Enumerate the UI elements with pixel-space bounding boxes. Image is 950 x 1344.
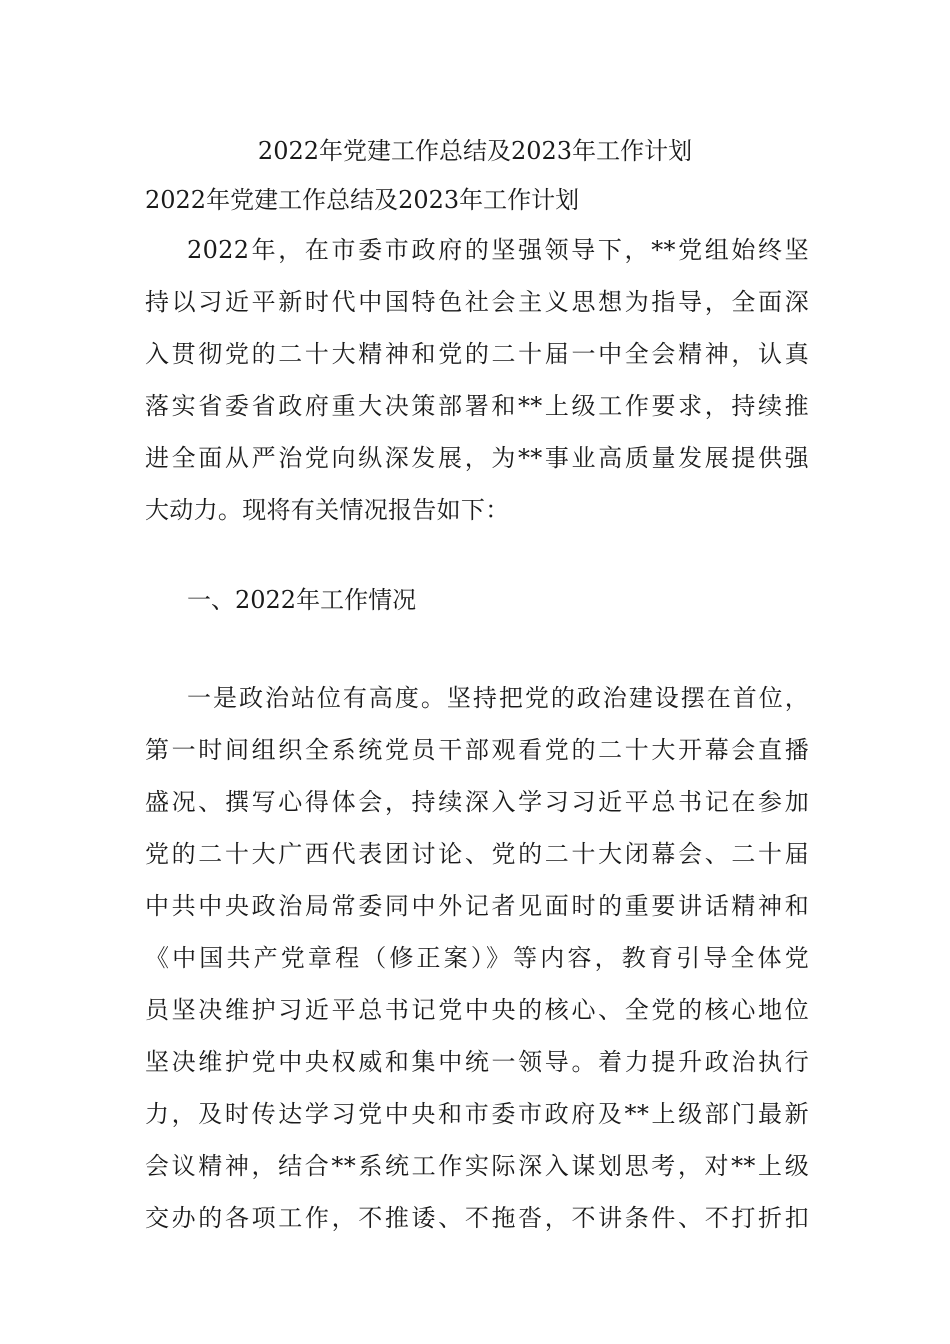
section-heading: 一、2022年工作情况 — [187, 586, 417, 614]
paragraph-line: 一是政治站位有高度。坚持把党的政治建设摆在首位， — [187, 684, 809, 712]
paragraph-line: 力，及时传达学习党中央和市委市政府及**上级部门最新 — [145, 1100, 809, 1128]
paragraph-line: 持以习近平新时代中国特色社会主义思想为指导，全面深 — [145, 288, 809, 316]
paragraph-line: 大动力。现将有关情况报告如下： — [145, 496, 510, 524]
document-title-left: 2022年党建工作总结及2023年工作计划 — [145, 186, 580, 214]
intro-paragraph — [145, 224, 809, 536]
paragraph-line: 交办的各项工作，不推诿、不拖沓，不讲条件、不打折扣 — [145, 1204, 809, 1232]
paragraph-line: 员坚决维护习近平总书记党中央的核心、全党的核心地位 — [145, 996, 809, 1024]
paragraph-line: 《中国共产党章程（修正案）》等内容，教育引导全体党 — [145, 944, 809, 972]
paragraph-line: 落实省委省政府重大决策部署和**上级工作要求，持续推 — [145, 392, 809, 420]
paragraph-line: 2022年，在市委市政府的坚强领导下，**党组始终坚 — [187, 236, 809, 264]
paragraph-line: 进全面从严治党向纵深发展，为**事业高质量发展提供强 — [145, 444, 809, 472]
paragraph-line: 中共中央政治局常委同中外记者见面时的重要讲话精神和 — [145, 892, 809, 920]
section1-paragraph — [145, 672, 809, 1244]
paragraph-line: 党的二十大广西代表团讨论、党的二十大闭幕会、二十届 — [145, 840, 809, 868]
document-title-centered: 2022年党建工作总结及2023年工作计划 — [257, 137, 693, 165]
paragraph-line: 会议精神，结合**系统工作实际深入谋划思考，对**上级 — [145, 1152, 809, 1180]
paragraph-line: 坚决维护党中央权威和集中统一领导。着力提升政治执行 — [145, 1048, 809, 1076]
paragraph-line: 入贯彻党的二十大精神和党的二十届一中全会精神，认真 — [145, 340, 809, 368]
paragraph-line: 第一时间组织全系统党员干部观看党的二十大开幕会直播 — [145, 736, 809, 764]
paragraph-line: 盛况、撰写心得体会，持续深入学习习近平总书记在参加 — [145, 788, 809, 816]
